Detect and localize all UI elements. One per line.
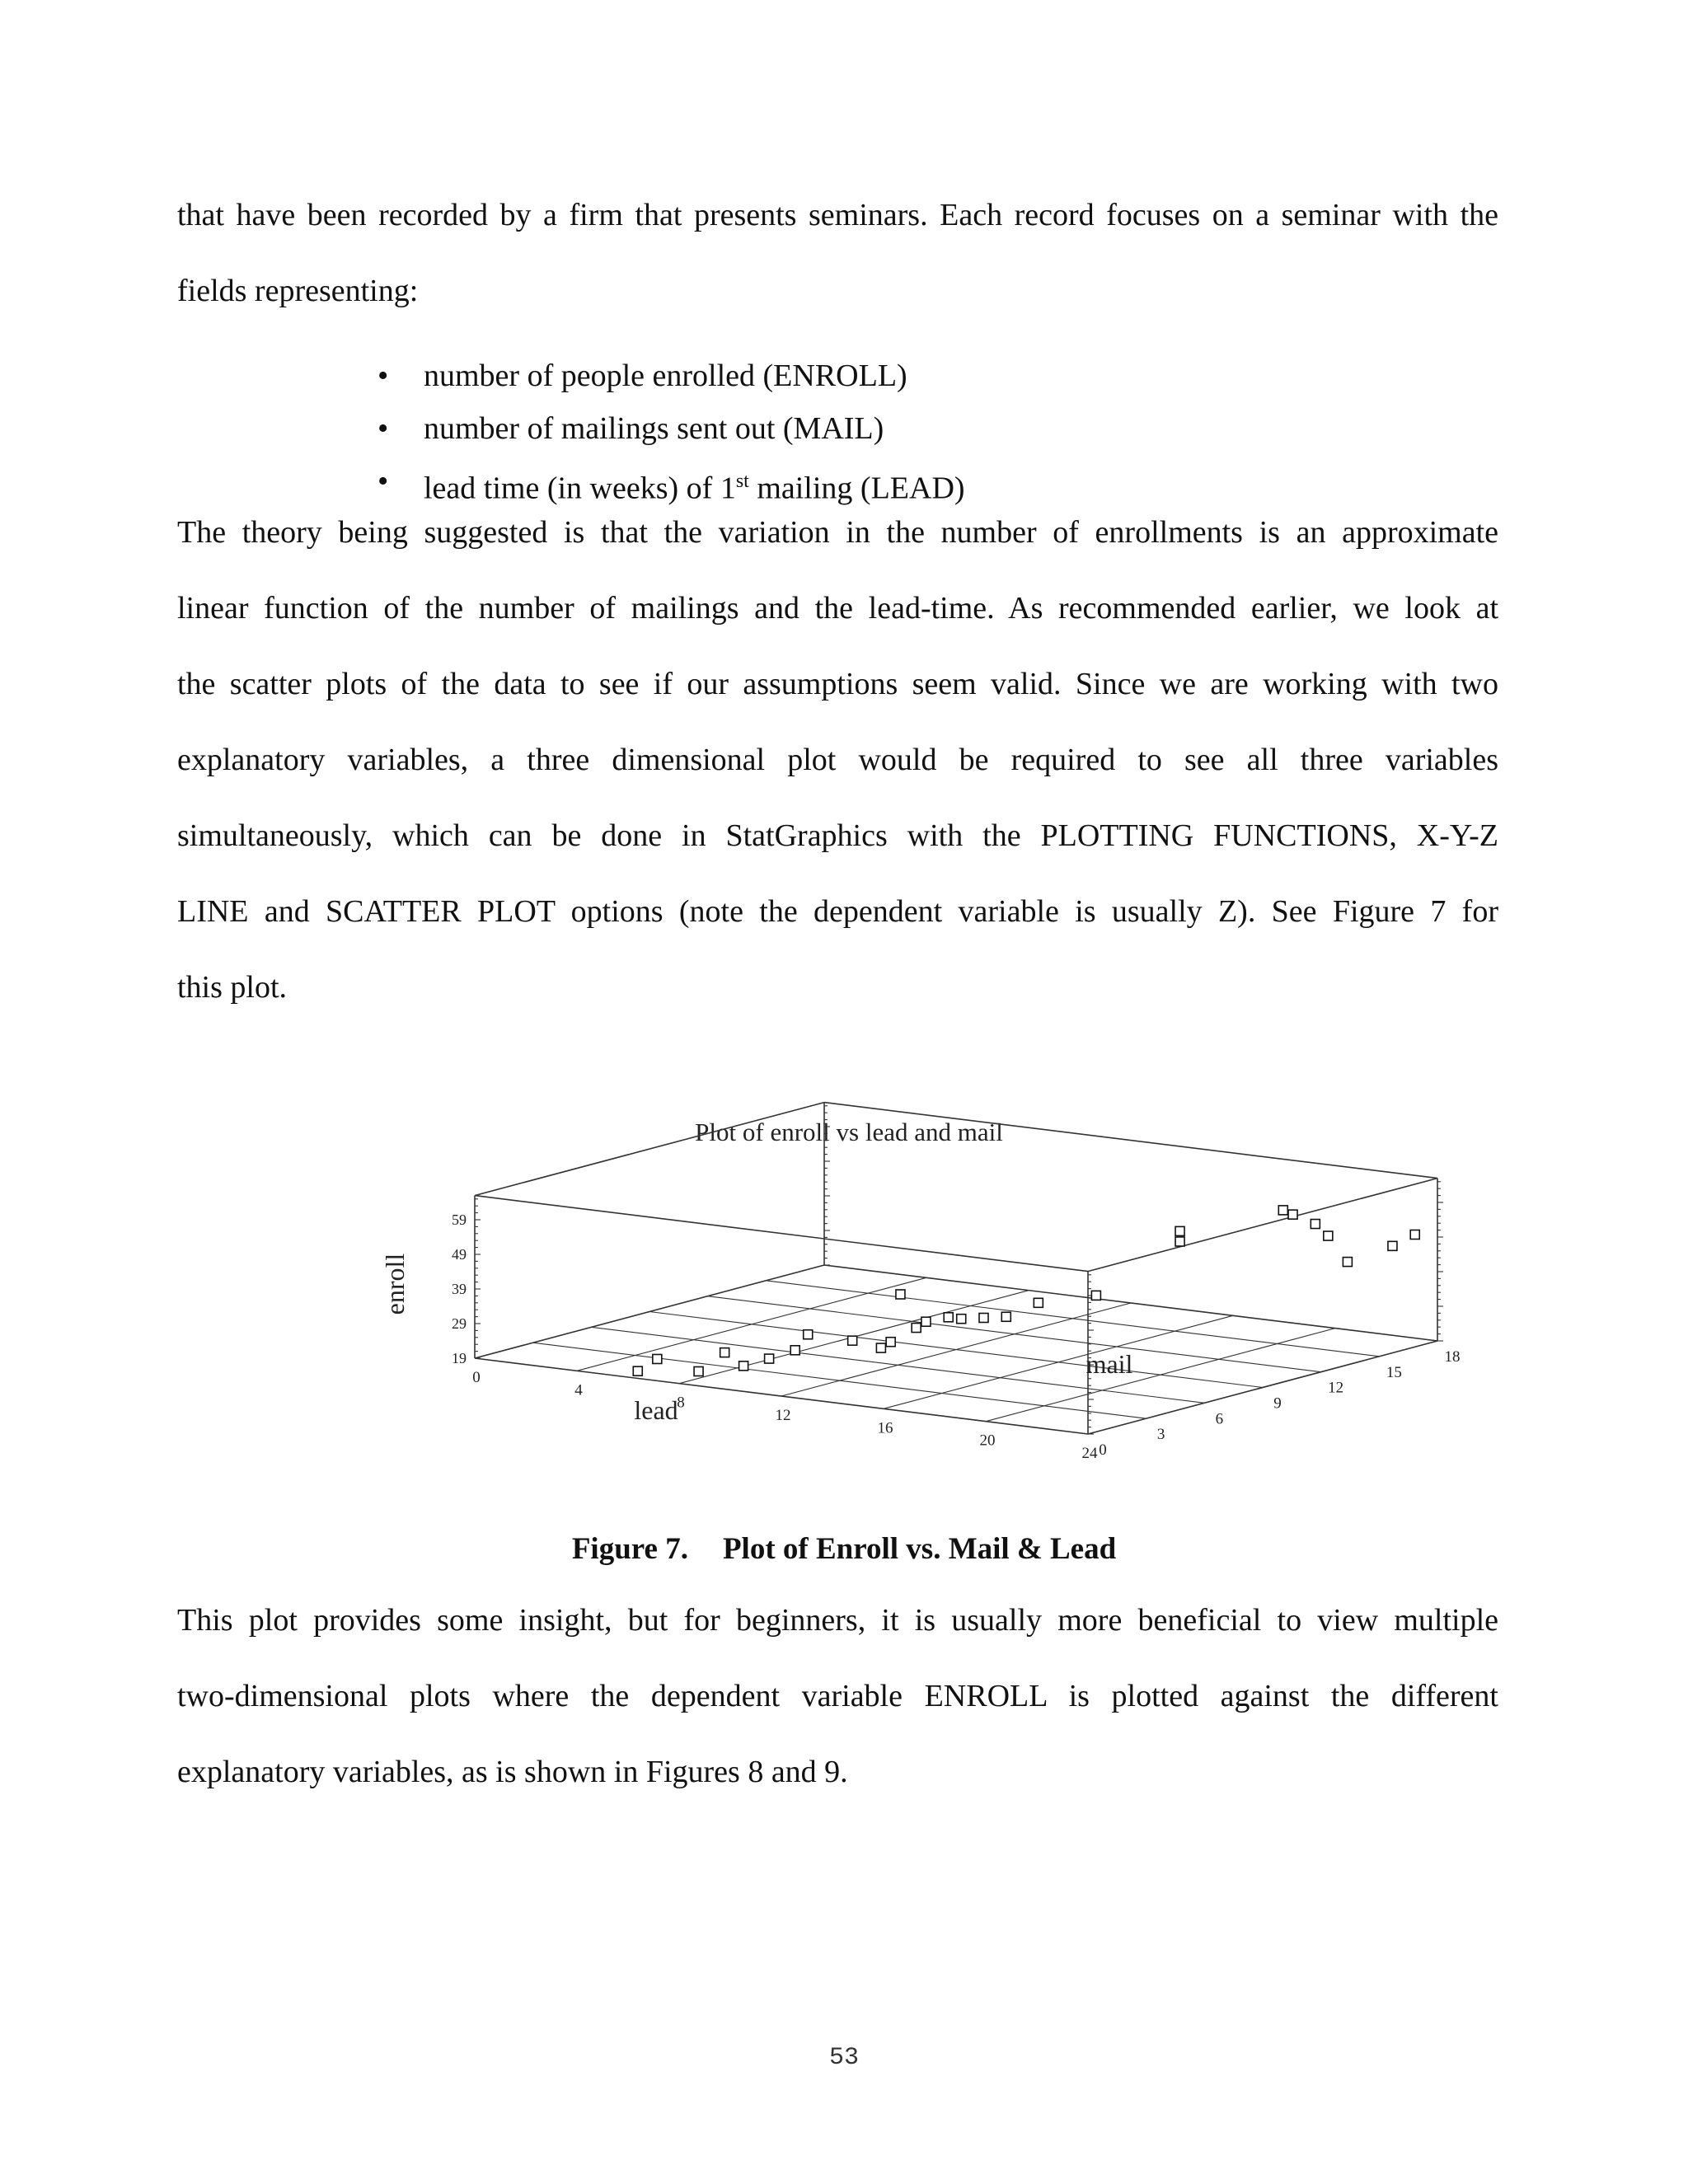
- tick-labels: [452, 1212, 1461, 1462]
- floor-grid: [475, 1265, 1437, 1437]
- list-item-text: lead time (in weeks) of 1: [424, 471, 736, 506]
- box-edge: [475, 1103, 824, 1196]
- text-line: linear function of the number of mailings and the lead-time. As recommended earlier, we look at: [177, 591, 1498, 626]
- mail-tick-label: 6: [1215, 1410, 1224, 1428]
- lead-tick-label: 16: [877, 1419, 893, 1437]
- text-line: the scatter plots of the data to see if our assumptions seem valid. Since we are working with two: [177, 667, 1498, 701]
- mail-tick-label: 15: [1386, 1363, 1402, 1381]
- plot-box: [475, 1103, 1437, 1437]
- box-edge: [475, 1196, 1088, 1272]
- data-point: [765, 1354, 774, 1363]
- list-item: [371, 349, 965, 402]
- z-tick-label: 29: [452, 1315, 467, 1332]
- z-tick-label: 49: [452, 1246, 467, 1263]
- data-point: [1175, 1226, 1184, 1235]
- text-line: this plot.: [177, 970, 288, 1005]
- lead-tick-label: 8: [677, 1394, 685, 1412]
- bullet-icon: •: [377, 464, 389, 499]
- list-item-text: number of people enrolled (ENROLL): [424, 359, 907, 393]
- data-point: [876, 1343, 885, 1352]
- figure-caption-text: Plot of Enroll vs. Mail & Lead: [722, 1532, 1117, 1566]
- data-point: [957, 1315, 966, 1324]
- lead-tick-label: 20: [979, 1432, 996, 1450]
- data-point: [912, 1324, 921, 1333]
- data-point: [896, 1290, 905, 1299]
- data-point: [1311, 1220, 1320, 1229]
- z-tick-label: 39: [452, 1281, 467, 1297]
- axis-label-enroll: enroll: [380, 1253, 410, 1315]
- text-line: simultaneously, which can be done in StatGraphics with the PLOTTING FUNCTIONS, X-Y-Z: [177, 818, 1498, 853]
- data-point: [653, 1354, 662, 1363]
- text-line: LINE and SCATTER PLOT options (note the dependent variable is usually Z). See Figure 7 for: [177, 894, 1498, 929]
- bullet-icon: •: [377, 359, 389, 393]
- list-item-text: number of mailings sent out (MAIL): [424, 411, 884, 446]
- data-point: [1091, 1291, 1100, 1300]
- mail-tick-label: 3: [1156, 1426, 1165, 1444]
- data-point: [633, 1366, 642, 1376]
- axis-label-mail: mail: [1085, 1349, 1133, 1379]
- grid-line-mail: [533, 1343, 1146, 1418]
- list-item-text: mailing (LEAD): [748, 471, 965, 506]
- z-tick-label: 19: [452, 1350, 467, 1366]
- text-line: This plot provides some insight, but for beginners, it is usually more beneficial to view multiple: [177, 1603, 1498, 1638]
- page-number: 53: [828, 2044, 859, 2072]
- mail-tick-label: 12: [1328, 1379, 1344, 1397]
- lead-tick-label: 24: [1081, 1444, 1098, 1462]
- mail-tick-label: 0: [1099, 1441, 1107, 1459]
- data-point: [739, 1361, 748, 1371]
- data-point: [1175, 1237, 1184, 1246]
- text-line: explanatory variables, a three dimensional plot would be required to see all three variables: [177, 743, 1498, 777]
- text-line: two-dimensional plots where the dependent variable ENROLL is plotted against the different: [177, 1679, 1498, 1713]
- data-point: [979, 1313, 988, 1322]
- data-point: [1324, 1231, 1333, 1240]
- figure-caption: [0, 1531, 1688, 1567]
- data-point: [944, 1313, 953, 1322]
- scatter-3d-plot: [363, 1113, 1461, 1462]
- axis-ticks: [475, 1106, 1443, 1437]
- data-point: [1278, 1206, 1287, 1215]
- z-tick-label: 59: [452, 1212, 467, 1228]
- data-point: [1288, 1210, 1297, 1219]
- text-line: fields representing:: [177, 274, 419, 308]
- data-point: [1388, 1241, 1397, 1250]
- figure-7: [363, 1113, 1461, 1462]
- data-point: [804, 1330, 813, 1339]
- text-line: that have been recorded by a firm that presents seminars. Each record focuses on a seminar with the: [177, 198, 1498, 232]
- paragraph-intro: [177, 177, 1498, 329]
- data-point: [790, 1346, 799, 1355]
- text-line: explanatory variables, as is shown in Figures 8 and 9.: [177, 1755, 848, 1789]
- paragraph-conclusion: [177, 1582, 1498, 1810]
- text-line: The theory being suggested is that the variation in the number of enrollments is an approximate: [177, 515, 1498, 550]
- data-point: [886, 1338, 895, 1347]
- data-point: [720, 1348, 729, 1357]
- ordinal-superscript: st: [735, 471, 749, 492]
- paragraph-theory: [177, 494, 1498, 1025]
- data-point: [921, 1317, 931, 1326]
- data-point: [694, 1366, 703, 1376]
- data-point: [1001, 1312, 1010, 1321]
- axis-label-lead: lead: [634, 1395, 678, 1425]
- data-point: [1343, 1258, 1352, 1267]
- bullet-icon: •: [377, 411, 389, 446]
- chart-title: Plot of enroll vs lead and mail: [695, 1118, 1003, 1146]
- list-item: [371, 402, 965, 455]
- data-point: [1410, 1230, 1419, 1240]
- lead-tick-label: 4: [574, 1381, 583, 1399]
- data-point: [1034, 1298, 1043, 1307]
- figure-number: Figure 7.: [571, 1532, 688, 1566]
- data-point: [848, 1336, 857, 1345]
- box-edge: [1088, 1179, 1437, 1272]
- bullet-list: [371, 349, 965, 508]
- mail-tick-label: 9: [1273, 1394, 1282, 1413]
- mail-tick-label: 18: [1444, 1347, 1461, 1366]
- lead-tick-label: 0: [472, 1369, 481, 1386]
- grid-line-mail: [708, 1296, 1321, 1372]
- grid-line-mail: [766, 1281, 1379, 1357]
- lead-tick-label: 12: [775, 1406, 791, 1424]
